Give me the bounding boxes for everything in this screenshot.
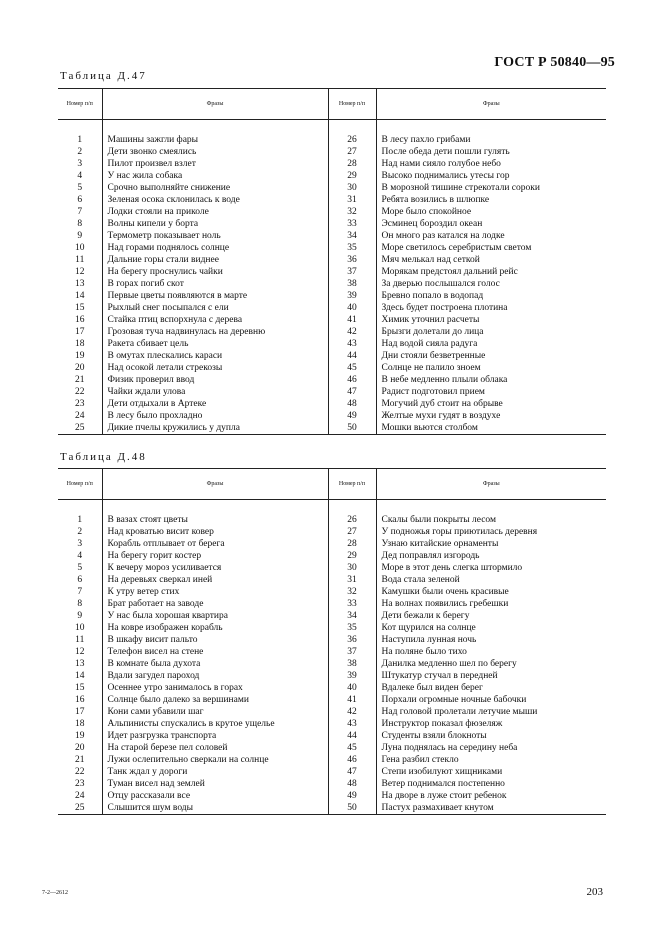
phrase-text: Идет разгрузка транспорта [102,730,328,742]
row-number: 9 [77,611,83,621]
row-number: 12 [75,267,85,277]
row-number: 46 [328,374,376,386]
phrase-text: На дворе в луже стоит ребенок [376,790,606,802]
row-number: 5 [77,563,83,573]
row-number: 1 [77,515,83,525]
phrase-text: Дети звонко смеялись [102,146,328,158]
phrase-text: У нас была хорошая квартира [102,610,328,622]
phrase-text: Лодки стояли на приколе [102,206,328,218]
table-row [58,134,606,146]
column-header-phrases: Фразы [376,469,606,500]
row-number: 30 [328,562,376,574]
row-number: 46 [328,754,376,766]
row-number: 36 [328,634,376,646]
table-row [58,598,606,610]
table-row [58,182,606,194]
row-number: 13 [75,659,85,669]
row-number: 49 [328,790,376,802]
table-row [58,754,606,766]
phrases-table [58,88,606,435]
row-number: 16 [75,315,85,325]
phrase-text: Машины зажгли фары [102,134,328,146]
row-number: 40 [328,302,376,314]
phrase-text: Порхали огромные ночные бабочки [376,694,606,706]
document-header: ГОСТ Р 50840—95 [494,55,615,70]
table-caption: Таблица Д.47 [60,70,147,82]
table-row [58,766,606,778]
phrase-text: Солнце не палило зноем [376,362,606,374]
phrase-text: Рыхлый снег посыпался с ели [102,302,328,314]
table-header-row [58,89,606,120]
phrase-text: Дети отдыхали в Артеке [102,398,328,410]
row-number: 42 [328,326,376,338]
table-row [58,326,606,338]
phrase-text: Лужи ослепительно сверкали на солнце [102,754,328,766]
row-number: 22 [75,387,85,397]
table-row [58,706,606,718]
phrase-text: Первые цветы появляются в марте [102,290,328,302]
row-number: 28 [328,158,376,170]
table-row [58,562,606,574]
phrase-text: Могучий дуб стоит на обрыве [376,398,606,410]
phrase-text: Дикие пчелы кружились у дупла [102,422,328,435]
row-number: 8 [77,219,83,229]
phrase-text: К утру ветер стих [102,586,328,598]
row-number: 44 [328,730,376,742]
table-row [58,158,606,170]
row-number: 48 [328,398,376,410]
phrase-text: Море в этот день слегка штормило [376,562,606,574]
phrase-text: Море светилось серебристым светом [376,242,606,254]
table-row [58,730,606,742]
row-number: 18 [75,719,85,729]
phrase-text: Здесь будет построена плотина [376,302,606,314]
table-row [58,790,606,802]
phrase-text: На поляне было тихо [376,646,606,658]
spacer-cell [102,500,328,515]
phrase-text: Радист подготовил прием [376,386,606,398]
spacer-cell [58,500,102,515]
phrase-text: Дети бежали к берегу [376,610,606,622]
phrase-text: В небе медленно плыли облака [376,374,606,386]
row-number: 45 [328,742,376,754]
row-number: 41 [328,314,376,326]
row-number: 28 [328,538,376,550]
table-row [58,302,606,314]
table-caption: Таблица Д.48 [60,451,147,463]
row-number: 32 [328,206,376,218]
column-header-number: Номер п/п [328,89,376,120]
row-number: 11 [75,255,85,265]
row-number: 6 [77,575,83,585]
phrase-text: Физик проверил ввод [102,374,328,386]
phrase-text: После обеда дети пошли гулять [376,146,606,158]
column-header-phrases: Фразы [102,469,328,500]
phrase-text: Чайки ждали улова [102,386,328,398]
table-row [58,218,606,230]
phrase-text: Над осокой летали стрекозы [102,362,328,374]
row-number: 41 [328,694,376,706]
row-number: 39 [328,290,376,302]
row-number: 26 [328,514,376,526]
row-number: 1 [77,135,83,145]
phrase-text: Солнце было далеко за вершинами [102,694,328,706]
column-header-number: Номер п/п [58,89,102,120]
table-row [58,586,606,598]
phrase-text: Зеленая осока склонилась к воде [102,194,328,206]
phrase-text: Дед поправлял изгородь [376,550,606,562]
phrase-text: Инструктор показал фюзеляж [376,718,606,730]
table-row [58,374,606,386]
row-number: 7 [77,207,83,217]
phrase-text: Камушки были очень красивые [376,586,606,598]
phrase-text: Туман висел над землей [102,778,328,790]
phrase-text: Морякам предстоял дальний рейс [376,266,606,278]
row-number: 29 [328,550,376,562]
phrase-text: Ракета сбивает цель [102,338,328,350]
table-row [58,350,606,362]
row-number: 15 [75,683,85,693]
phrase-text: Осеннее утро занималось в горах [102,682,328,694]
phrase-text: В комнате была духота [102,658,328,670]
row-number: 31 [328,194,376,206]
phrase-text: Альпинисты спускались в крутое ущелье [102,718,328,730]
phrase-text: На берегу горит костер [102,550,328,562]
row-number: 31 [328,574,376,586]
phrase-text: Он много раз катался на лодке [376,230,606,242]
phrase-text: Море было спокойное [376,206,606,218]
table-row [58,646,606,658]
table-row [58,230,606,242]
phrase-text: У нас жила собака [102,170,328,182]
row-number: 25 [58,802,102,815]
table-row [58,622,606,634]
row-number: 48 [328,778,376,790]
phrase-text: Термометр показывает ноль [102,230,328,242]
row-number: 43 [328,718,376,730]
row-number: 50 [328,802,376,815]
row-number: 50 [328,422,376,435]
print-code: 7-2—2612 [42,890,68,896]
row-number: 5 [77,183,83,193]
row-number: 38 [328,658,376,670]
phrase-text: Вдалеке был виден берег [376,682,606,694]
row-number: 15 [75,303,85,313]
phrase-text: Грозовая туча надвинулась на деревню [102,326,328,338]
table-row [58,206,606,218]
phrase-text: Кони сами убавили шаг [102,706,328,718]
phrase-text: Вдали загудел пароход [102,670,328,682]
phrase-text: Над нами сияло голубое небо [376,158,606,170]
row-number: 30 [328,182,376,194]
phrase-text: Над головой пролетали летучие мыши [376,706,606,718]
table-row [58,194,606,206]
phrase-text: В горах погиб скот [102,278,328,290]
phrase-text: Данилка медленно шел по берегу [376,658,606,670]
phrases-table [58,468,606,815]
table-header-row [58,469,606,500]
phrase-text: Химик уточнил расчеты [376,314,606,326]
phrase-text: На волнах появились гребешки [376,598,606,610]
phrase-text: Высоко поднимались утесы гор [376,170,606,182]
table-spacer-row [58,120,606,135]
phrase-text: В лесу было прохладно [102,410,328,422]
row-number: 4 [77,551,83,561]
row-number: 20 [75,363,85,373]
row-number: 42 [328,706,376,718]
table-row [58,550,606,562]
phrase-text: Мошки вьются столбом [376,422,606,435]
phrase-text: Дальние горы стали виднее [102,254,328,266]
row-number: 3 [77,159,83,169]
table-row [58,362,606,374]
table-row [58,398,606,410]
phrase-text: Мяч мелькал над сеткой [376,254,606,266]
row-number: 23 [75,779,85,789]
row-number: 47 [328,766,376,778]
column-header-phrases: Фразы [102,89,328,120]
row-number: 47 [328,386,376,398]
table-row [58,242,606,254]
row-number: 10 [75,243,85,253]
row-number: 23 [75,399,85,409]
phrase-text: На ковре изображен корабль [102,622,328,634]
row-number: 20 [75,743,85,753]
column-header-number: Номер п/п [58,469,102,500]
table-row [58,146,606,158]
row-number: 39 [328,670,376,682]
row-number: 4 [77,171,83,181]
table-row [58,254,606,266]
row-number: 27 [328,146,376,158]
column-header-phrases: Фразы [376,89,606,120]
table-row [58,338,606,350]
phrase-text: Брат работает на заводе [102,598,328,610]
row-number: 35 [328,242,376,254]
row-number: 49 [328,410,376,422]
spacer-cell [376,120,606,135]
phrase-text: Над водой сияла радуга [376,338,606,350]
row-number: 12 [75,647,85,657]
phrase-text: Телефон висел на стене [102,646,328,658]
table-row [58,526,606,538]
row-number: 33 [328,218,376,230]
row-number: 2 [77,147,83,157]
row-number: 14 [75,671,85,681]
page-number: 203 [586,886,603,898]
row-number: 37 [328,266,376,278]
table-row [58,422,606,435]
phrase-text: В морозной тишине стрекотали сороки [376,182,606,194]
phrase-text: Штукатур стучал в передней [376,670,606,682]
phrase-text: Стайка птиц вспорхнула с дерева [102,314,328,326]
phrase-text: Отцу рассказали все [102,790,328,802]
phrase-text: Кот щурился на солнце [376,622,606,634]
phrase-text: Пилот произвел взлет [102,158,328,170]
row-number: 25 [58,422,102,435]
spacer-cell [58,120,102,135]
phrase-text: Бревно попало в водопад [376,290,606,302]
row-number: 21 [75,375,85,385]
phrase-text: Вода стала зеленой [376,574,606,586]
table-row [58,514,606,526]
table-row [58,802,606,815]
phrase-text: В шкафу висит пальто [102,634,328,646]
row-number: 44 [328,350,376,362]
phrase-text: В лесу пахло грибами [376,134,606,146]
phrase-text: Степи изобилуют хищниками [376,766,606,778]
row-number: 35 [328,622,376,634]
column-header-number: Номер п/п [328,469,376,500]
row-number: 37 [328,646,376,658]
row-number: 34 [328,230,376,242]
spacer-cell [328,120,376,135]
row-number: 34 [328,610,376,622]
phrase-text: Эсминец бороздил океан [376,218,606,230]
phrase-text: Ветер поднимался постепенно [376,778,606,790]
row-number: 24 [75,411,85,421]
row-number: 17 [75,327,85,337]
phrase-text: Гена разбил стекло [376,754,606,766]
row-number: 38 [328,278,376,290]
table-row [58,694,606,706]
row-number: 6 [77,195,83,205]
phrase-text: Скалы были покрыты лесом [376,514,606,526]
phrase-text: Танк ждал у дороги [102,766,328,778]
table-row [58,778,606,790]
phrase-text: Слышится шум воды [102,802,328,815]
spacer-cell [376,500,606,515]
table-row [58,670,606,682]
phrase-text: Желтые мухи гудят в воздухе [376,410,606,422]
row-number: 24 [75,791,85,801]
table-row [58,610,606,622]
phrase-text: Волны кипели у борта [102,218,328,230]
table-row [58,266,606,278]
row-number: 19 [75,351,85,361]
phrase-text: Наступила лунная ночь [376,634,606,646]
row-number: 18 [75,339,85,349]
phrase-text: Срочно выполняйте снижение [102,182,328,194]
row-number: 45 [328,362,376,374]
phrase-text: На старой березе пел соловей [102,742,328,754]
row-number: 32 [328,586,376,598]
spacer-cell [102,120,328,135]
row-number: 26 [328,134,376,146]
row-number: 36 [328,254,376,266]
table-row [58,658,606,670]
phrase-text: На деревьях сверкал иней [102,574,328,586]
phrase-text: Луна поднялась на середину неба [376,742,606,754]
phrase-text: Брызги долетали до лица [376,326,606,338]
phrase-text: Корабль отплывает от берега [102,538,328,550]
phrase-text: В омутах плескались караси [102,350,328,362]
table-row [58,574,606,586]
spacer-cell [328,500,376,515]
row-number: 21 [75,755,85,765]
row-number: 14 [75,291,85,301]
row-number: 33 [328,598,376,610]
table-row [58,278,606,290]
table-row [58,386,606,398]
row-number: 16 [75,695,85,705]
phrase-text: К вечеру мороз усиливается [102,562,328,574]
phrase-text: Узнаю китайские орнаменты [376,538,606,550]
row-number: 27 [328,526,376,538]
phrase-text: Пастух размахивает кнутом [376,802,606,815]
row-number: 2 [77,527,83,537]
row-number: 19 [75,731,85,741]
phrase-text: Над горами поднялось солнце [102,242,328,254]
phrase-text: В вазах стоят цветы [102,514,328,526]
phrase-text: Над кроватью висит ковер [102,526,328,538]
row-number: 29 [328,170,376,182]
row-number: 13 [75,279,85,289]
table-row [58,538,606,550]
phrase-text: На берегу проснулись чайки [102,266,328,278]
row-number: 7 [77,587,83,597]
table-row [58,718,606,730]
table-row [58,314,606,326]
row-number: 22 [75,767,85,777]
row-number: 11 [75,635,85,645]
phrase-text: Дни стояли безветренные [376,350,606,362]
row-number: 3 [77,539,83,549]
table-row [58,634,606,646]
phrase-text: Ребята возились в шлюпке [376,194,606,206]
table-row [58,290,606,302]
table-row [58,410,606,422]
table-row [58,170,606,182]
phrase-text: Студенты взяли блокноты [376,730,606,742]
table-row [58,682,606,694]
row-number: 10 [75,623,85,633]
table-spacer-row [58,500,606,515]
table-row [58,742,606,754]
phrase-text: За дверью послышался голос [376,278,606,290]
row-number: 9 [77,231,83,241]
row-number: 8 [77,599,83,609]
row-number: 43 [328,338,376,350]
row-number: 17 [75,707,85,717]
row-number: 40 [328,682,376,694]
phrase-text: У подножья горы приютилась деревня [376,526,606,538]
